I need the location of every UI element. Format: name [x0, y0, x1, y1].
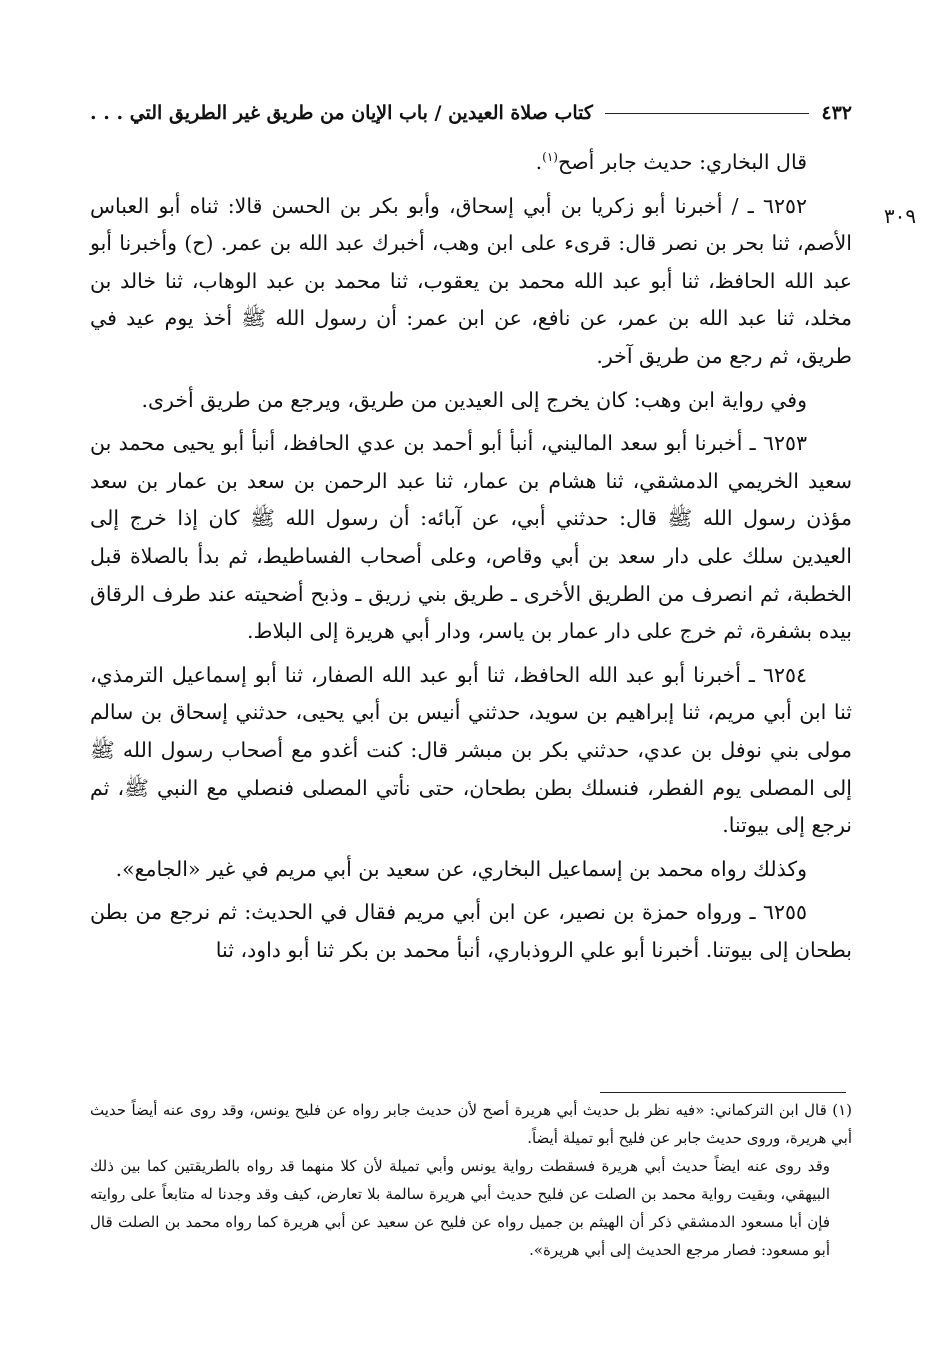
paragraph-1-text: قال البخاري: حديث جابر أصح [557, 150, 807, 174]
paragraph-hadith-6255: ٦٢٥٥ ـ ورواه حمزة بن نصير، عن ابن أبي مريم فقال في الحديث: ثم نرجع من بطن بطحان إلى بيوتنا. أخبرنا أبو علي الروذباري، أنبأ محمد بن بكر ثنا أبو داود، ثنا [90, 900, 852, 962]
margin-reference-number: ٣٠٩ [883, 204, 917, 228]
paragraph-1 [90, 144, 852, 182]
header-rule [605, 113, 809, 114]
main-text [90, 144, 852, 975]
paragraph-1-end: . [535, 150, 543, 174]
paragraph-bukhari: وكذلك رواه محمد بن إسماعيل البخاري، عن سعيد بن أبي مريم في غير «الجامع». [115, 856, 807, 881]
page-number: ٤٣٢ [821, 102, 852, 124]
footnote-1-continuation: وقد روى عنه ايضاً حديث أبي هريرة فسقطت رواية يونس وأبي تميلة لأن كلا منهما قد رواه بالطريقتين كما بين ذلك البيهقي، وبقيت رواية محمد بن الصلت عن فليح حديث أبي هريرة سالمة بلا تعارض، كيف وقد وجدنا له متابعاً على روايته فإن أبا مسعود الدمشقي ذكر أن الهيثم بن جميل رواه عن فليح عن سعيد عن أبي هريرة كما رواه محمد بن الصلت قال أبو مسعود: فصار مرجع الحديث إلى أبي هريرة». [90, 1157, 830, 1259]
footnote-marker[interactable]: (١) [542, 150, 558, 165]
paragraph-hadith-6253: ٦٢٥٣ ـ أخبرنا أبو سعد الماليني، أنبأ أبو أحمد بن عدي الحافظ، أنبأ أبو يحيى محمد بن سعيد الخريمي الدمشقي، ثنا هشام بن عمار، ثنا عبد الرحمن بن سعد بن عمار بن سعد مؤذن رسول الله ﷺ قال: حدثني أبي، عن آبائه: أن رسول الله ﷺ كان إذا خرج إلى العيدين سلك على دار سعد بن أبي وقاص، وعلى أصحاب الفساطيط، ثم بدأ بالصلاة قبل الخطبة، ثم انصرف من الطريق الأخرى ـ طريق بني زريق ـ وذبح أضحيته عند طرف الرقاق بيده بشفرة، ثم خرج على دار عمار بن ياسر، ودار أبي هريرة إلى البلاط. [90, 431, 852, 644]
running-title: كتاب صلاة العيدين / باب الإيان من طريق غير الطريق التي . . . [90, 102, 593, 124]
footnote-1: (١) قال ابن التركماني: «فيه نظر بل حديث أبي هريرة أصح لأن حديث جابر رواه عن فليح يونس، وقد روى عنه أيضاً حديث أبي هريرة، وروى حديث جابر عن فليح أبو تميلة أيضاً. [90, 1101, 852, 1147]
page-header [90, 95, 852, 131]
paragraph-ibn-wahb: وفي رواية ابن وهب: كان يخرج إلى العيدين من طريق، ويرجع من طريق أخرى. [141, 387, 807, 412]
footnotes [90, 1096, 852, 1264]
paragraph-hadith-6254: ٦٢٥٤ ـ أخبرنا أبو عبد الله الحافظ، ثنا أبو عبد الله الصفار، ثنا أبو إسماعيل الترمذي، ثنا ابن أبي مريم، ثنا إبراهيم بن سويد، حدثني أنيس بن أبي يحيى، حدثني إسحاق بن سالم مولى بني نوفل بن عدي، حدثني بكر بن مبشر قال: كنت أغدو مع أصحاب رسول الله ﷺ إلى المصلى يوم الفطر، فنسلك بطن بطحان، حتى نأتي المصلى فنصلي مع النبي ﷺ، ثم نرجع إلى بيوتنا. [90, 662, 852, 838]
paragraph-hadith-6252: ٦٢٥٢ ـ / أخبرنا أبو زكريا بن أبي إسحاق، وأبو بكر بن الحسن قالا: ثناه أبو العباس الأصم، ثنا بحر بن نصر قال: قرىء على ابن وهب، أخبرك عبد الله بن عمر. (ح) وأخبرنا أبو عبد الله الحافظ، ثنا أبو عبد الله محمد بن يعقوب، ثنا محمد بن عبد الوهاب، ثنا خالد بن مخلد، ثنا عبد الله بن عمر، عن نافع، عن ابن عمر: أن رسول الله ﷺ أخذ يوم عيد في طريق، ثم رجع من طريق آخر. [90, 193, 852, 368]
footnote-separator [600, 1092, 846, 1093]
